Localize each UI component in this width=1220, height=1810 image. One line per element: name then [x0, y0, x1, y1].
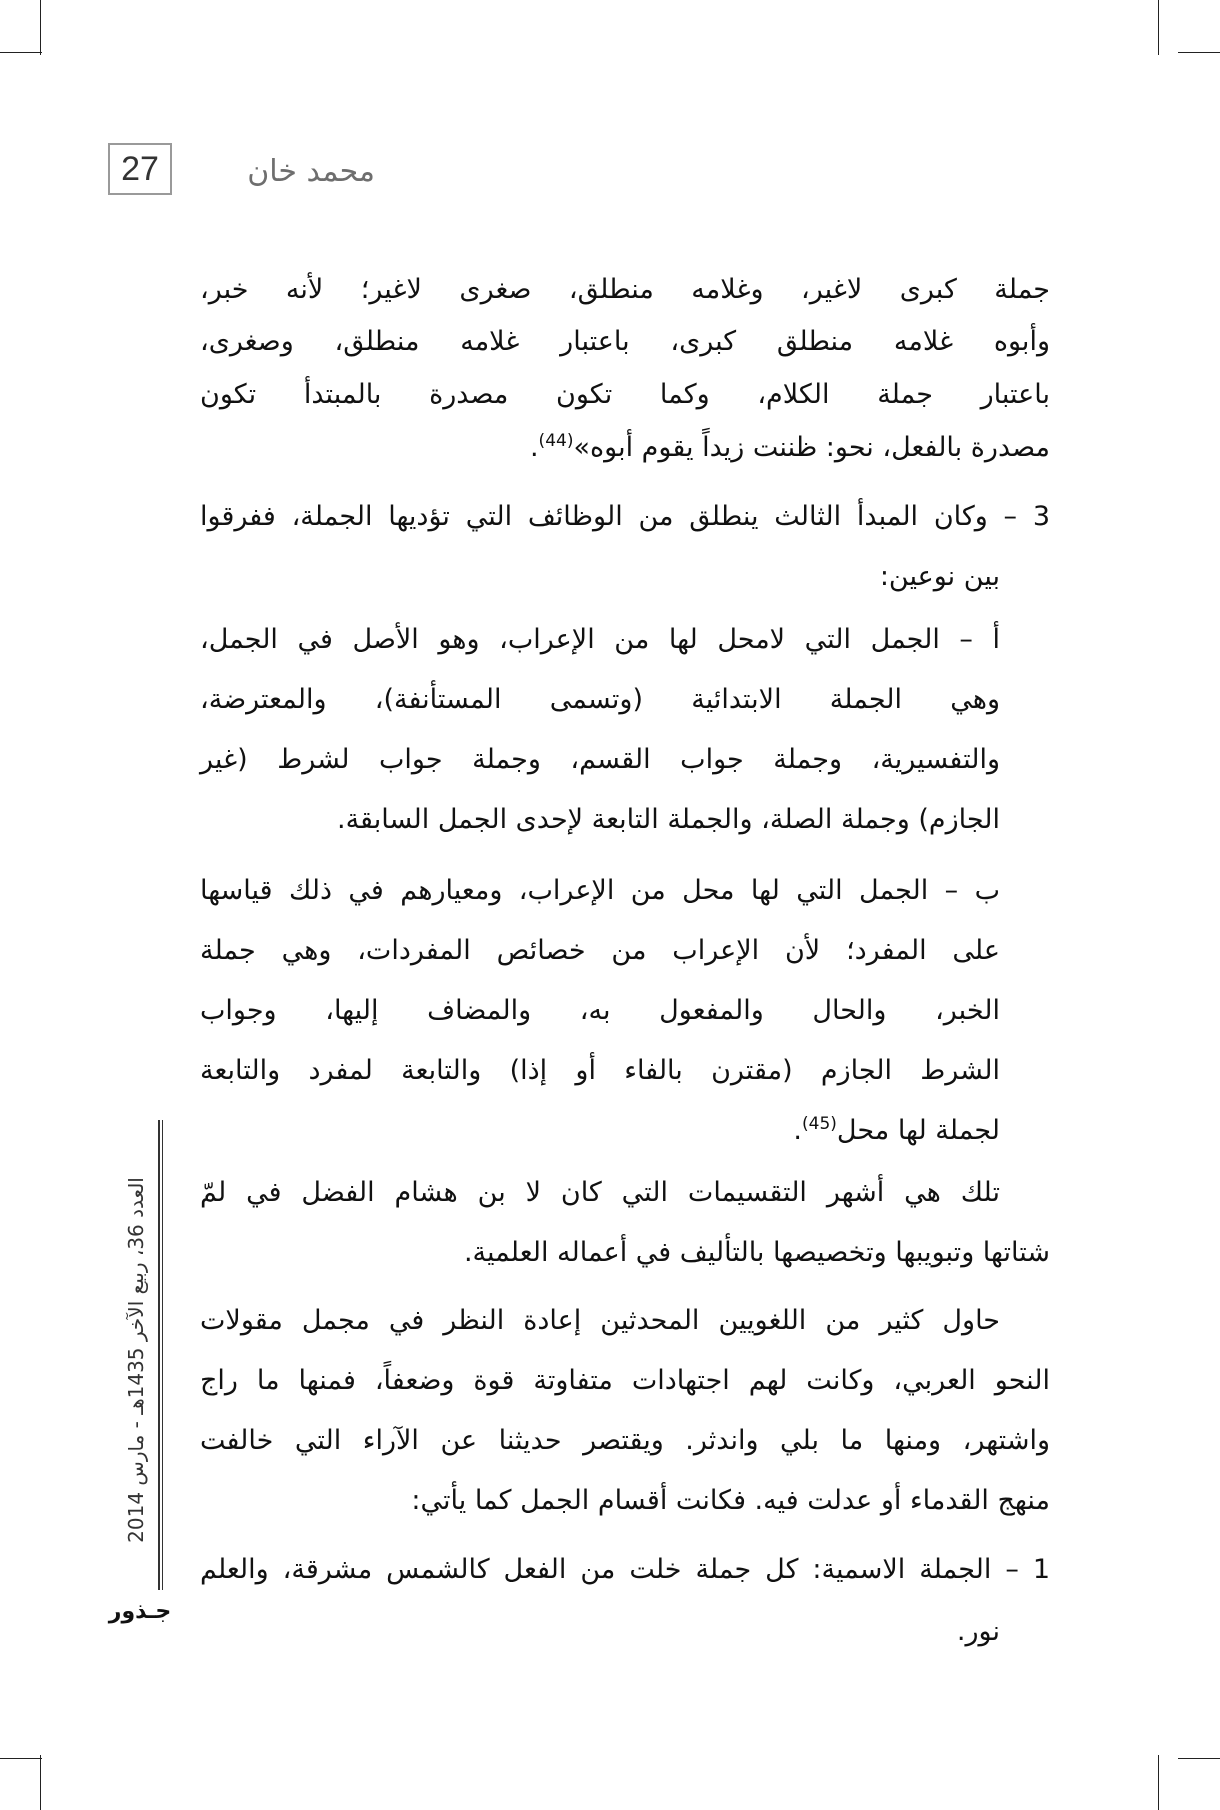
- running-header-author: محمد خان: [247, 154, 375, 189]
- text-line: باعتبار جملة الكلام، وكما تكون مصدرة بالمبتدأ تكون: [200, 379, 1050, 410]
- text-line: الخبر، والحال والمفعول به، والمضاف إليها، وجواب: [200, 995, 1000, 1026]
- numbered-item-3: 3 – وكان المبدأ الثالث ينطلق من الوظائف التي تؤديها الجملة، ففرقوا: [200, 501, 1050, 532]
- margin-rule: [162, 1120, 163, 1590]
- text-line: النحو العربي، وكانت لهم اجتهادات متفاوتة قوة وضعفاً، فمنها ما راج: [200, 1365, 1050, 1396]
- crop-mark: [1158, 1755, 1159, 1810]
- line-text: لجملة لها محل: [836, 1115, 1000, 1146]
- text-line: [200, 423, 1050, 473]
- journal-logo: جـذور: [108, 1599, 172, 1624]
- crop-mark: [0, 52, 42, 53]
- text-line: على المفرد؛ لأن الإعراب من خصائص المفردات، وهي جملة: [200, 935, 1000, 966]
- margin-rule: [158, 1120, 160, 1590]
- text-line: [200, 1106, 1000, 1156]
- text-line: وأبوه غلامه منطلق كبرى، باعتبار غلامه منطلق، وصغرى،: [200, 326, 1050, 357]
- paragraph-first-line: تلك هي أشهر التقسيمات التي كان لا بن هشام الفضل في لمّ: [200, 1177, 1000, 1208]
- crop-mark: [1178, 1758, 1220, 1759]
- list-item-b: ب – الجمل التي لها محل من الإعراب، ومعيارهم في ذلك قياسها: [200, 875, 1000, 906]
- text-line: والتفسيرية، وجملة جواب القسم، وجملة جواب لشرط (غير: [200, 744, 1000, 775]
- text-line: منهج القدماء أو عدلت فيه. فكانت أقسام الجمل كما يأتي:: [411, 1485, 1050, 1516]
- line-end-mark: .: [793, 1115, 802, 1146]
- issue-date-text: العدد 36، ربيع الآخر 1435هـ - مارس 2014: [124, 1177, 149, 1543]
- text-line: واشتهر، ومنها ما بلي واندثر. ويقتصر حديثنا عن الآراء التي خالفت: [200, 1425, 1050, 1456]
- line-end-mark: .: [529, 432, 539, 463]
- paragraph-first-line: حاول كثير من اللغويين المحدثين إعادة النظر في مجمل مقولات: [200, 1305, 1000, 1336]
- text-line: وهي الجملة الابتدائية (وتسمى المستأنفة)، والمعترضة،: [200, 684, 1000, 715]
- footnote-ref-45: (45): [801, 1114, 837, 1134]
- crop-mark: [0, 1758, 42, 1759]
- text-line: بين نوعين:: [879, 561, 1000, 592]
- list-item-a: أ – الجمل التي لامحل لها من الإعراب، وهو الأصل في الجمل،: [200, 624, 1000, 655]
- crop-mark: [1178, 52, 1220, 53]
- crop-mark: [1158, 0, 1159, 55]
- text-line: الشرط الجازم (مقترن بالفاء أو إذا) والتابعة لمفرد والتابعة: [200, 1055, 1000, 1086]
- footnote-ref-44: (44): [538, 431, 574, 451]
- text-line: شتاتها وتبويبها وتخصيصها بالتأليف في أعماله العلمية.: [463, 1237, 1050, 1268]
- crop-mark: [40, 1755, 41, 1810]
- text-line: جملة كبرى لاغير، وغلامه منطلق، صغرى لاغير؛ لأنه خبر،: [200, 274, 1050, 305]
- text-line: نور.: [956, 1616, 1000, 1647]
- text-line: الجازم) وجملة الصلة، والجملة التابعة لإحدى الجمل السابقة.: [337, 804, 1000, 835]
- numbered-item-1: 1 – الجملة الاسمية: كل جملة خلت من الفعل كالشمس مشرقة، والعلم: [200, 1554, 1050, 1585]
- page-number: 27: [108, 143, 172, 195]
- issue-date-vertical: [116, 1145, 156, 1575]
- crop-mark: [40, 0, 41, 55]
- line-text: مصدرة بالفعل، نحو: ظننت زيداً يقوم أبوه»: [573, 432, 1050, 463]
